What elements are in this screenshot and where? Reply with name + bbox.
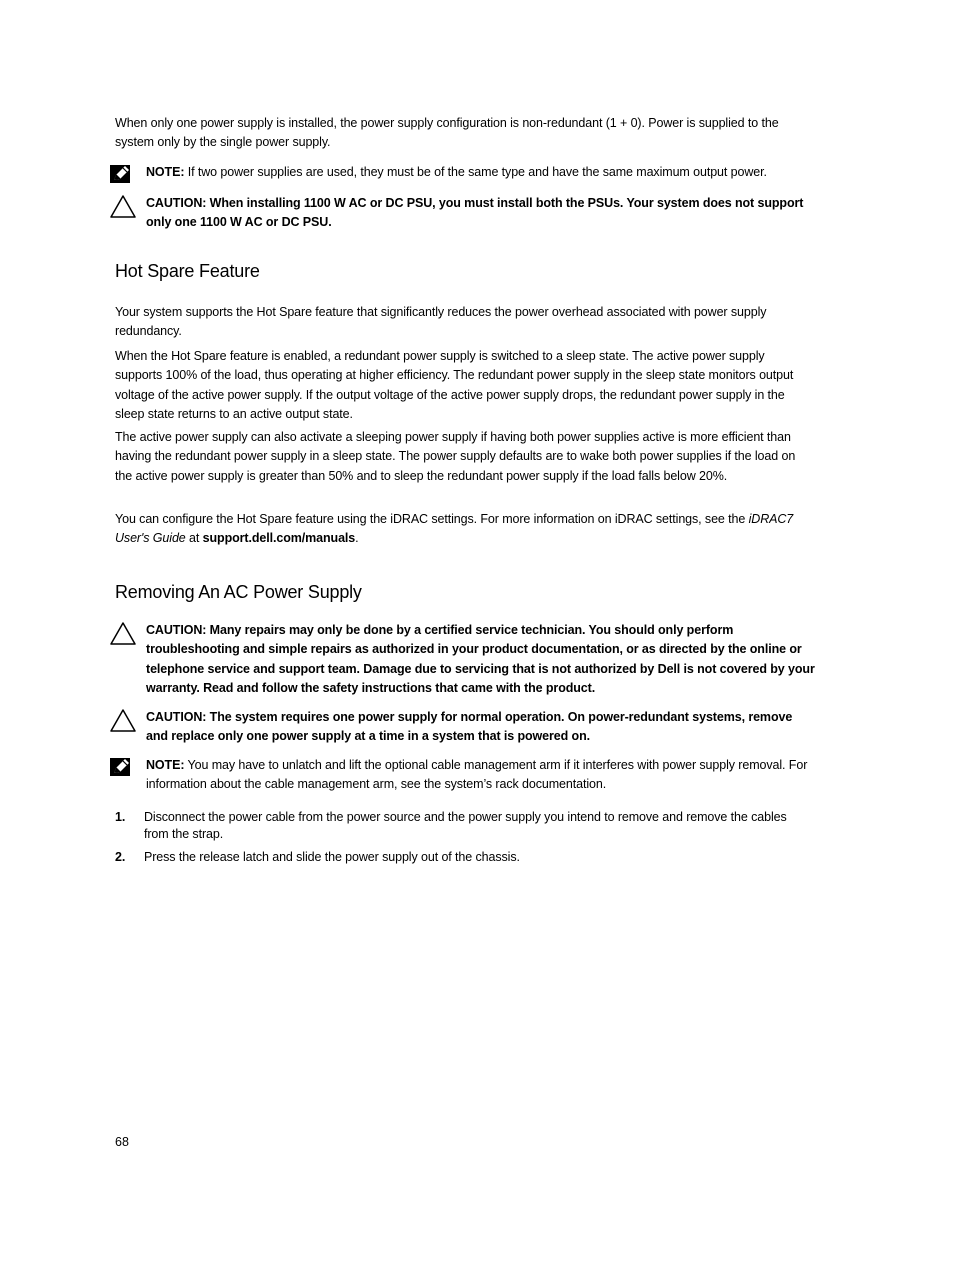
pencil-note-icon — [108, 163, 134, 185]
caution-callout — [108, 621, 818, 699]
step-number: 1. — [115, 810, 126, 824]
step-item — [115, 849, 813, 866]
caution-triangle-icon — [109, 621, 137, 647]
caution-text — [146, 194, 816, 233]
note-label: NOTE: — [146, 758, 185, 772]
caution-triangle-icon — [109, 708, 137, 734]
caution-callout — [108, 194, 818, 234]
caution-text — [146, 708, 816, 747]
note-text — [146, 163, 816, 182]
p4-end: . — [355, 531, 359, 546]
note-callout — [108, 756, 818, 796]
step-text: Disconnect the power cable from the power source and the power supply you intend to remove and remove the cables from the strap. — [144, 810, 787, 841]
p4-mid: at — [185, 531, 203, 546]
step-text: Press the release latch and slide the power supply out of the chassis. — [144, 850, 520, 864]
p4-start: You can configure the Hot Spare feature using the iDRAC settings. For more information on iDRAC settings, see the — [115, 512, 749, 526]
caution-triangle-icon — [109, 194, 137, 220]
caution-body: The system requires one power supply for normal operation. On power-redundant systems, remove and replace only one power supply at a time in a system that is powered on. — [146, 710, 793, 744]
hot-spare-paragraph-3: The active power supply can also activate a sleeping power supply if having both power supplies active is more efficient than having the redundant power supply in a sleep state. The power supply defaults are to wake both power supplies if the load on the active power supply is greater than 50% and to sleep the redundant power supply if the load falls below 20%. — [115, 430, 796, 483]
note-body: If two power supplies are used, they must be of the same type and have the same maximum output power. — [184, 165, 767, 179]
caution-body: Many repairs may only be done by a certified service technician. You should only perform troubleshooting and simple repairs as authorized in your product documentation, or as directed by the online or telephone service and support team. Damage due to servicing that is not authorized by Dell is not covered by your warranty. Read and follow the safety instructions that came with the product. — [146, 623, 815, 695]
caution-callout — [108, 708, 818, 748]
section-heading-hot-spare: Hot Spare Feature — [115, 261, 260, 281]
pencil-note-icon — [108, 756, 134, 778]
hot-spare-paragraph-4 — [115, 510, 813, 549]
note-body: You may have to unlatch and lift the optional cable management arm if it interferes with power supply removal. For information about the cable management arm, see the system’s rack documentation. — [146, 758, 808, 792]
note-text — [146, 756, 816, 795]
idrac-guide-title: iDRAC7 User's Guide — [115, 512, 794, 546]
support-link[interactable]: support.dell.com/manuals — [202, 531, 356, 546]
caution-label: CAUTION: — [146, 710, 207, 724]
note-callout — [108, 163, 818, 185]
hot-spare-paragraph-2: When the Hot Spare feature is enabled, a redundant power supply is switched to a sleep state. The active power supply supports 100% of the load, thus operating at higher efficiency. The redundant power supply in the sleep state monitors output voltage of the active power supply. If the output voltage of the active power supply drops, the redundant power supply in the sleep state returns to an active output state. — [115, 349, 794, 421]
hot-spare-paragraph-1: Your system supports the Hot Spare feature that significantly reduces the power overhead associated with power supply redundancy. — [115, 305, 767, 339]
step-number: 2. — [115, 850, 126, 864]
note-label: NOTE: — [146, 165, 185, 179]
page-number: 68 — [115, 1135, 129, 1149]
caution-body: When installing 1100 W AC or DC PSU, you must install both the PSUs. Your system does not support only one 1100 W AC or DC PSU. — [146, 196, 804, 230]
intro-paragraph: When only one power supply is installed, the power supply configuration is non-redundant (1 + 0). Power is supplied to the system only by the single power supply. — [115, 116, 779, 150]
section-heading-removing-psu: Removing An AC Power Supply — [115, 582, 362, 602]
caution-label: CAUTION: — [146, 623, 207, 637]
step-item — [115, 809, 813, 843]
caution-text — [146, 621, 816, 698]
caution-label: CAUTION: — [146, 196, 207, 210]
